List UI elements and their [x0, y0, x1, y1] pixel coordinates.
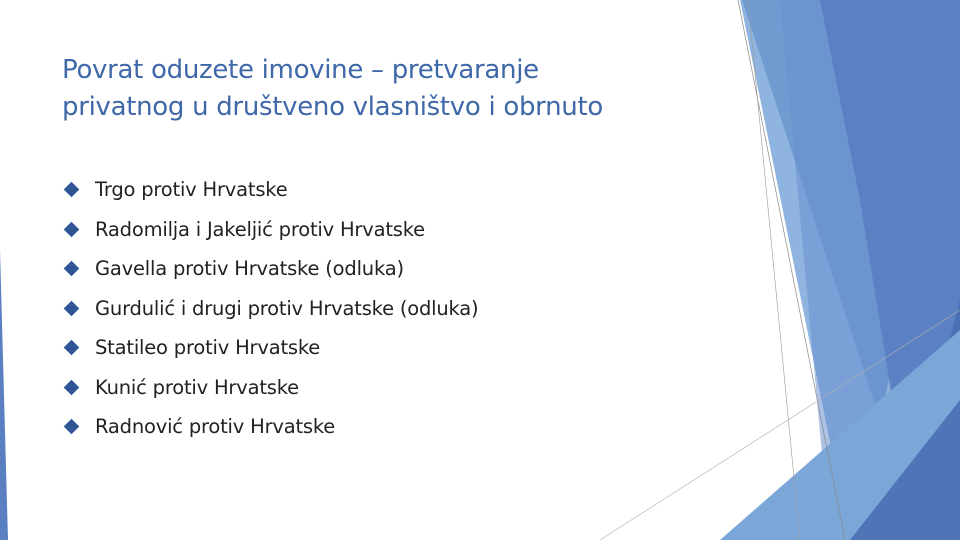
list-item-text: Statileo protiv Hrvatske [95, 336, 321, 360]
left-edge-stripe [0, 250, 8, 540]
list-item [63, 368, 478, 408]
list-item-text: Radnović protiv Hrvatske [95, 415, 336, 439]
list-item-text: Trgo protiv Hrvatske [95, 178, 288, 202]
list-item [63, 210, 478, 250]
title-line-1: Povrat oduzete imovine – pretvaranje [62, 55, 539, 85]
diamond-icon [64, 340, 80, 356]
case-list [63, 170, 478, 447]
diamond-icon [64, 300, 80, 316]
list-item [63, 407, 478, 447]
list-item [63, 249, 478, 289]
list-item [63, 170, 478, 210]
slide-title [62, 52, 702, 126]
list-item-text: Gavella protiv Hrvatske (odluka) [95, 257, 404, 281]
list-item-text: Gurdulić i drugi protiv Hrvatske (odluka) [95, 296, 479, 320]
diamond-icon [64, 379, 80, 395]
list-item [63, 328, 478, 368]
list-item-text: Kunić protiv Hrvatske [95, 375, 299, 399]
diamond-icon [64, 182, 80, 198]
diamond-icon [64, 261, 80, 277]
diamond-icon [64, 221, 80, 237]
list-item [63, 289, 478, 329]
list-item-text: Radomilja i Jakeljić protiv Hrvatske [95, 217, 425, 241]
diamond-icon [64, 419, 80, 435]
title-line-2: privatnog u društveno vlasništvo i obrnuto [62, 92, 603, 122]
